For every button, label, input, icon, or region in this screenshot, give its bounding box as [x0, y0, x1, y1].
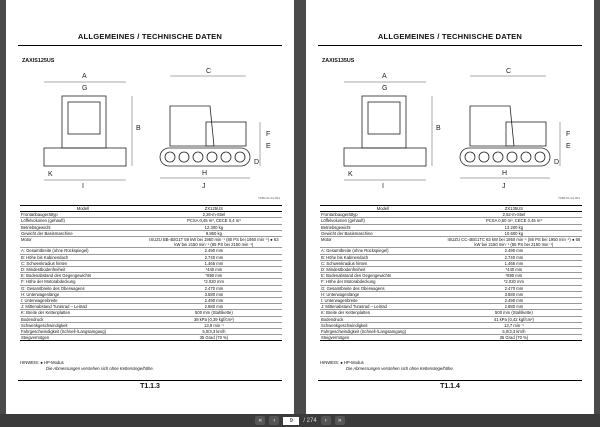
spec-value: 10.600 kg [446, 230, 582, 236]
notes [20, 360, 282, 372]
dimension-label: K [348, 171, 353, 178]
front-window-shape [68, 102, 100, 134]
spec-label: Schwenkgeschwindigkeit [20, 322, 146, 328]
spec-value: *440 mm [146, 267, 282, 273]
spec-value: 3.580 mm [146, 291, 282, 297]
spec-label: I: Unterwagenbreite [320, 298, 446, 304]
spec-label: Bodendruck [320, 316, 446, 322]
spec-label: Löffelvolumen (gehäuft) [20, 218, 146, 224]
spec-value: 2.880 mm [446, 304, 582, 310]
track-roller-shape [521, 152, 531, 162]
spec-label: Modell [320, 206, 446, 212]
spec-value: 2.880 mm [146, 304, 282, 310]
page-number: T1.1.4 [440, 383, 460, 390]
spec-value: PCSA 0,50 m³, CECE 0,45 m³ [446, 218, 582, 224]
front-track-shape [344, 148, 426, 166]
spec-label: F: Höhe der Motorabdeckung [20, 279, 146, 285]
spec-label: K: Breite der Kettenplatten [320, 310, 446, 316]
track-roller-shape [179, 152, 189, 162]
spec-row [20, 237, 282, 248]
dimension-label: I [382, 183, 384, 190]
spec-label: D: Mindestbodenfreiheit [320, 267, 446, 273]
side-track-shape [160, 148, 250, 166]
spec-label: G: Gesamtbreite des Oberwagens [20, 285, 146, 291]
spec-value: 2.490 mm [146, 248, 282, 254]
spec-label: J: Mittenabstand Turasrad – Leitrad [20, 304, 146, 310]
note-line-2: Die Abmessungen verstehen sich ohne Kettenstege/höhe. [46, 366, 154, 371]
spec-row [320, 237, 582, 248]
spec-label: J: Mittenabstand Turasrad – Leitrad [320, 304, 446, 310]
spec-value: 2.740 mm [446, 254, 582, 260]
spec-value: 13.200 kg [446, 224, 582, 230]
dimension-label: J [202, 183, 206, 190]
dimension-label: H [202, 170, 208, 177]
page-number: T1.1.3 [140, 383, 160, 390]
spec-label: B: Höhe bis Kabinendach [20, 254, 146, 260]
last-page-button[interactable]: » [335, 416, 345, 425]
spec-value: 38 kPa (0,39 kgf/cm²) [146, 316, 282, 322]
spec-label: Steigvermögen [20, 335, 146, 341]
spec-label: Bodendruck [20, 316, 146, 322]
spec-value: 2,52-m-Stiel [446, 212, 582, 218]
dimension-label: C [506, 68, 512, 75]
spec-value: *2.020 mm [446, 279, 582, 285]
spec-label: Steigvermögen [320, 335, 446, 341]
excavator-drawing [20, 66, 282, 196]
drawing-reference: T1B0-01-01-001 [258, 196, 280, 200]
spec-label: A: Gesamtbreite (ohne Rückspiegel) [320, 248, 446, 254]
spec-label: H: Unterwagenlänge [20, 291, 146, 297]
dimension-label: F [566, 131, 571, 138]
drawing-reference: T1B0-01-01-001 [558, 196, 580, 200]
spec-value: 2.490 mm [446, 248, 582, 254]
spec-label: Gewicht der Basismaschine [20, 230, 146, 236]
track-roller-shape [465, 152, 475, 162]
track-roller-shape [479, 152, 489, 162]
spec-value: 500 mm (Stahlkette) [446, 310, 582, 316]
manual-page-left [6, 0, 294, 414]
first-page-button[interactable]: « [255, 416, 265, 425]
front-cab-shape [62, 96, 106, 148]
spec-value: PCSA 0,45 m³, CECE 0,4 m³ [146, 218, 282, 224]
spec-value: ISUZU BB-4BG1T 59 kW bei 1950 min⁻¹ (80 PS bei 1950 min⁻¹) ● 63 kW bei 2150 min⁻¹ (85 PS bei 2150 min⁻¹) [146, 237, 282, 248]
spec-label: Betriebsgewicht [20, 224, 146, 230]
spec-value: *440 mm [446, 267, 582, 273]
notes [320, 360, 582, 372]
spec-value: 2.470 mm [146, 285, 282, 291]
dimension-label: D [254, 159, 260, 166]
footer-divider [318, 380, 582, 381]
excavator-schematic [20, 66, 282, 196]
spec-label: Fahrgeschwindigkeit (Schnell-/Langsamgang) [320, 329, 446, 335]
spec-label: Schwenkgeschwindigkeit [320, 322, 446, 328]
note-line-1: HINWEIS: ● HP-Modus [320, 360, 364, 365]
track-roller-shape [165, 152, 175, 162]
spec-value: 500 mm (Stahlkette) [146, 310, 282, 316]
spec-label: Motor [20, 237, 146, 248]
spec-value: ZX125US [146, 206, 282, 212]
next-page-button[interactable]: › [321, 416, 331, 425]
dimension-label: K [48, 171, 53, 178]
spec-value: 2,26-m-Stiel [146, 212, 282, 218]
spec-label: Löffelvolumen (gehäuft) [320, 218, 446, 224]
spec-label: Modell [20, 206, 146, 212]
track-roller-shape [221, 152, 231, 162]
side-cab-shape [170, 106, 214, 146]
prev-page-button[interactable]: ‹ [269, 416, 279, 425]
page-title: ALLGEMEINES / TECHNISCHE DATEN [318, 31, 582, 46]
spec-value: ISUZU CC-4BG1TC 63 kW bei 1950 min⁻¹ (86 PS bei 1950 min⁻¹) ● 66 kW bei 2150 min⁻¹ (85 PS bei 2150 min⁻¹) [447, 237, 581, 248]
track-roller-shape [193, 152, 203, 162]
spec-value: *890 mm [146, 273, 282, 279]
spec-value: 2.490 mm [446, 298, 582, 304]
dimension-label: B [136, 125, 141, 132]
spec-label: Gewicht der Basismaschine [320, 230, 446, 236]
spec-label: E: Bodenabstand des Gegengewichts [20, 273, 146, 279]
excavator-drawing [320, 66, 582, 196]
spec-value: 5,0/3,3 km/h [146, 329, 282, 335]
side-track-shape [460, 148, 550, 166]
spec-row [20, 335, 282, 341]
spec-table [20, 205, 282, 341]
track-roller-shape [507, 152, 517, 162]
dimension-label: H [502, 170, 508, 177]
dimension-label: G [382, 85, 388, 92]
track-roller-shape [235, 152, 245, 162]
spec-value: 35 Grad (70 %) [446, 335, 582, 341]
spec-value: *2.020 mm [146, 279, 282, 285]
spec-label: Fahrgeschwindigkeit (Schnell-/Langsamgang) [20, 329, 146, 335]
spec-label: A: Gesamtbreite (ohne Rückspiegel) [20, 248, 146, 254]
model-name: ZAXIS125US [22, 58, 55, 64]
spec-label: D: Mindestbodenfreiheit [20, 267, 146, 273]
spec-label: K: Breite der Kettenplatten [20, 310, 146, 316]
spec-label: F: Höhe der Motorabdeckung [320, 279, 446, 285]
spec-label: Frontanbaugerättyp [20, 212, 146, 218]
dimension-label: A [382, 73, 387, 80]
track-roller-shape [535, 152, 545, 162]
page-title: ALLGEMEINES / TECHNISCHE DATEN [18, 31, 282, 46]
dimension-label: C [206, 68, 212, 75]
dimension-label: D [554, 159, 560, 166]
model-name: ZAXIS135US [322, 58, 355, 64]
track-roller-shape [493, 152, 503, 162]
excavator-schematic [320, 66, 582, 196]
spec-label: I: Unterwagenbreite [20, 298, 146, 304]
footer-divider [18, 380, 282, 381]
note-line-2: Die Abmessungen verstehen sich ohne Kettenstege/höhe. [346, 366, 454, 371]
spec-value: 1.465 mm [446, 260, 582, 266]
spec-value: 12.300 kg [146, 224, 282, 230]
dimension-label: A [82, 73, 87, 80]
spec-value: 41 kPa (0,42 kgf/cm²) [446, 316, 582, 322]
front-track-shape [44, 148, 126, 166]
front-window-shape [368, 102, 400, 134]
spec-value: 1.465 mm [146, 260, 282, 266]
total-pages: / 274 [303, 417, 317, 424]
page-number-input[interactable]: 9 [283, 417, 299, 425]
spec-label: Motor [320, 237, 446, 248]
spec-label: C: Schwenkradius hinten [320, 260, 446, 266]
pdf-viewer-toolbar [0, 414, 600, 427]
spec-value: ZX135US [446, 206, 582, 212]
spec-label: G: Gesamtbreite des Oberwagens [320, 285, 446, 291]
side-cab-shape [470, 106, 514, 146]
dimension-label: F [266, 131, 271, 138]
spec-label: B: Höhe bis Kabinendach [320, 254, 446, 260]
dimension-label: J [502, 183, 506, 190]
spec-value: 35 Grad (70 %) [146, 335, 282, 341]
front-cab-shape [362, 96, 406, 148]
note-line-1: HINWEIS: ● HP-Modus [20, 360, 64, 365]
spec-value: *890 mm [446, 273, 582, 279]
spec-value: 13,9 min⁻¹ [146, 322, 282, 328]
spec-value: 2.470 mm [446, 285, 582, 291]
spec-label: C: Schwenkradius hinten [20, 260, 146, 266]
dimension-label: E [266, 143, 271, 150]
dimension-label: B [436, 125, 441, 132]
dimension-label: G [82, 85, 88, 92]
spec-value: 3.580 mm [446, 291, 582, 297]
spec-value: 2.740 mm [146, 254, 282, 260]
dimension-label: I [82, 183, 84, 190]
spec-row [320, 335, 582, 341]
spec-value: 2.490 mm [146, 298, 282, 304]
spec-value: 9.860 kg [146, 230, 282, 236]
dimension-label: E [566, 143, 571, 150]
spec-label: Betriebsgewicht [320, 224, 446, 230]
spec-table [320, 205, 582, 341]
spec-value: 13,7 min⁻¹ [446, 322, 582, 328]
spec-value: 5,0/3,3 km/h [446, 329, 582, 335]
spec-label: E: Bodenabstand des Gegengewichts [320, 273, 446, 279]
manual-page-right [306, 0, 594, 414]
spec-label: Frontanbaugerättyp [320, 212, 446, 218]
spec-label: H: Unterwagenlänge [320, 291, 446, 297]
track-roller-shape [207, 152, 217, 162]
